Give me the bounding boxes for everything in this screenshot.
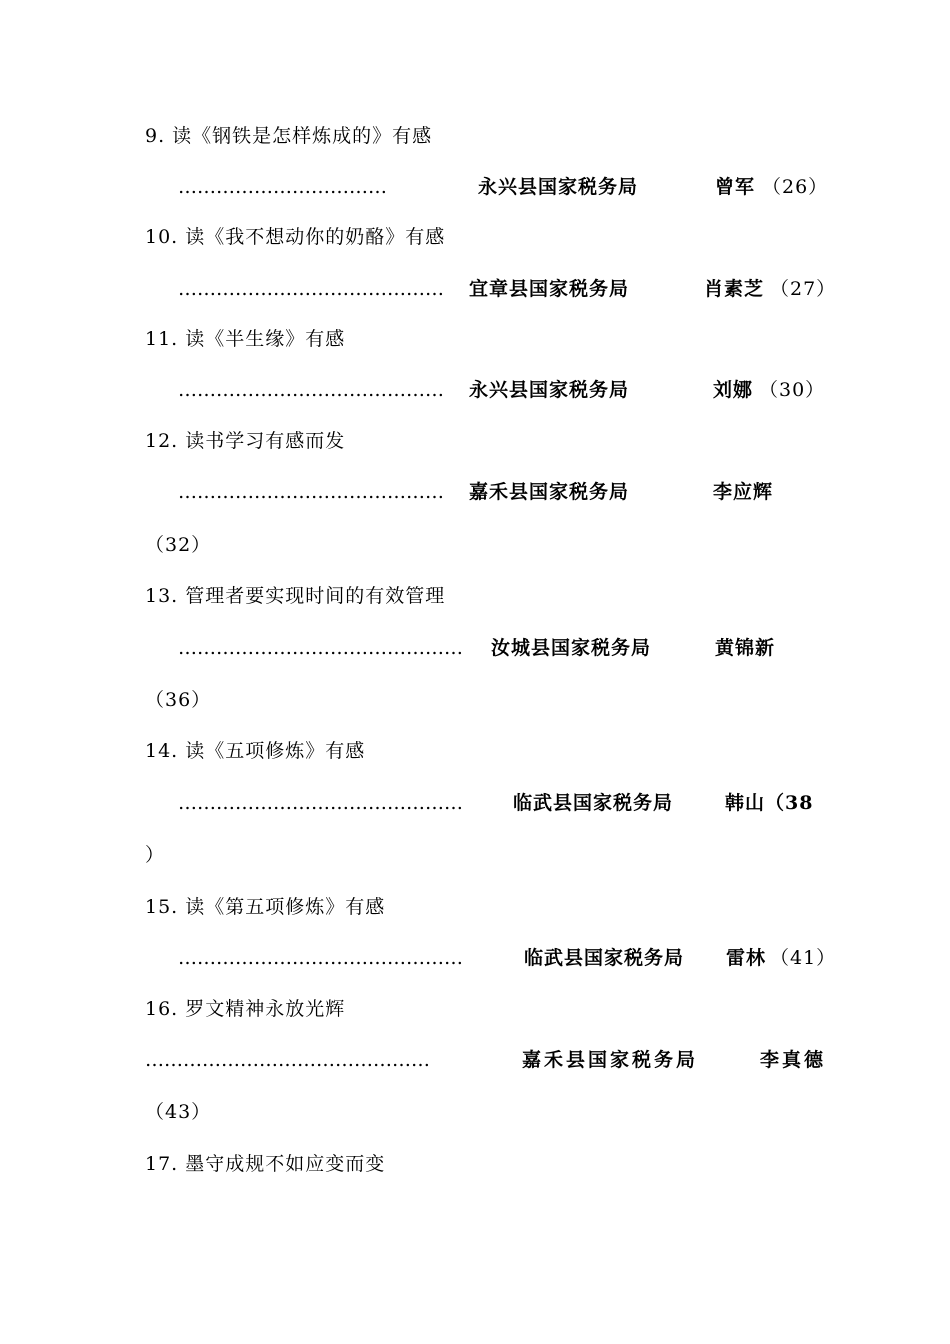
- toc-entry-person: 李真德: [760, 1049, 827, 1071]
- toc-leader-dots: ………………………………………: [178, 947, 463, 969]
- toc-entry-page: （43）: [145, 1101, 212, 1123]
- toc-entry-title: 14. 读《五项修炼》有感: [145, 740, 366, 762]
- toc-entry-page: （26）: [762, 176, 829, 198]
- toc-leader-dots: ………………………………………: [145, 1049, 430, 1071]
- toc-entry-page: （36）: [145, 689, 212, 711]
- toc-entry-org: 嘉禾县国家税务局: [522, 1049, 699, 1071]
- toc-entry-person: 肖素芝: [704, 278, 765, 300]
- toc-entry-page: （30）: [759, 379, 826, 401]
- toc-entry-title: 10. 读《我不想动你的奶酪》有感: [145, 226, 446, 248]
- toc-leader-dots: ……………………………………: [178, 481, 444, 503]
- toc-entry-title: 16. 罗文精神永放光辉: [145, 998, 346, 1020]
- toc-entry-title: 13. 管理者要实现时间的有效管理: [145, 585, 446, 607]
- toc-entry-title: 9. 读《钢铁是怎样炼成的》有感: [145, 125, 433, 147]
- toc-entry-title: 12. 读书学习有感而发: [145, 430, 346, 452]
- toc-entry-page: （27）: [770, 278, 837, 300]
- toc-entry-org: 永兴县国家税务局: [469, 379, 630, 401]
- toc-entry-person: 曾军: [715, 176, 756, 198]
- toc-entry-org: 永兴县国家税务局: [478, 176, 639, 198]
- toc-entry-title: 15. 读《第五项修炼》有感: [145, 896, 386, 918]
- toc-leader-dots: ………………………………………: [178, 637, 463, 659]
- toc-entry-org: 临武县国家税务局: [524, 947, 685, 969]
- toc-entry-org: 临武县国家税务局: [513, 792, 674, 814]
- toc-entry-title: 17. 墨守成规不如应变而变: [145, 1153, 386, 1175]
- toc-leader-dots: ……………………………………: [178, 379, 444, 401]
- toc-entry-org: 宜章县国家税务局: [469, 278, 630, 300]
- toc-leader-dots: ……………………………: [178, 176, 387, 198]
- toc-entry-page: ）: [145, 844, 166, 866]
- toc-entry-person: 李应辉: [713, 481, 774, 503]
- toc-entry-page: （41）: [770, 947, 837, 969]
- toc-entry-title: 11. 读《半生缘》有感: [145, 328, 346, 350]
- toc-leader-dots: ……………………………………: [178, 278, 444, 300]
- toc-entry-person: 刘娜: [713, 379, 754, 401]
- toc-entry-org: 嘉禾县国家税务局: [469, 481, 630, 503]
- toc-leader-dots: ………………………………………: [178, 792, 463, 814]
- toc-entry-org: 汝城县国家税务局: [491, 637, 652, 659]
- toc-entry-person: 韩山（38: [725, 792, 814, 814]
- toc-entry-person: 黄锦新: [715, 637, 776, 659]
- toc-entry-page: （32）: [145, 534, 212, 556]
- toc-entry-person: 雷林: [726, 947, 767, 969]
